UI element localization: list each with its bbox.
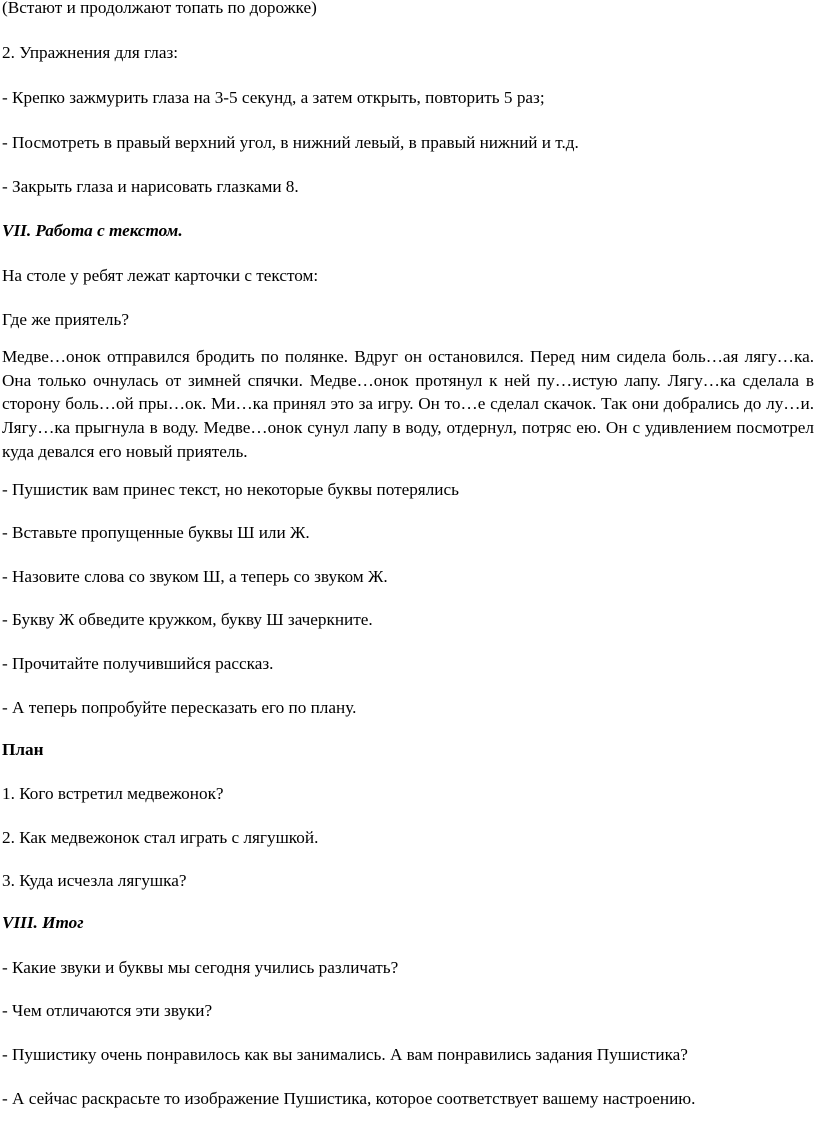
eye-exercises-heading: 2. Упражнения для глаз: xyxy=(2,43,179,62)
summary-question: - Пушистику очень понравилось как вы занимались. А вам понравились задания Пушистика? xyxy=(2,1045,688,1064)
eye-exercise-item: - Крепко зажмурить глаза на 3-5 секунд, а затем открыть, повторить 5 раз; xyxy=(2,88,545,107)
cards-intro: На столе у ребят лежат карточки с текстом: xyxy=(2,266,319,285)
task-item: - Прочитайте получившийся рассказ. xyxy=(2,654,274,673)
summary-question: - Чем отличаются эти звуки? xyxy=(2,1001,213,1020)
plan-item: 3. Куда исчезла лягушка? xyxy=(2,871,187,890)
story-title: Где же приятель? xyxy=(2,310,129,329)
section-viii-heading: VIII. Итог xyxy=(2,913,84,932)
task-item: - А теперь попробуйте пересказать его по плану. xyxy=(2,698,357,717)
summary-question: - А сейчас раскрасьте то изображение Пушистика, которое соответствует вашему настроению. xyxy=(2,1089,696,1108)
eye-exercise-item: - Посмотреть в правый верхний угол, в нижний левый, в правый нижний и т.д. xyxy=(2,133,579,152)
section-vii-heading: VII. Работа с текстом. xyxy=(2,221,183,240)
task-item: - Вставьте пропущенные буквы Ш или Ж. xyxy=(2,523,310,542)
story-text: Медве…онок отправился бродить по полянке. Вдруг он остановился. Перед ним сидела боль…ая лягу…ка. Она только очнулась от зимней спячки. Медве…онок протянул к ней пу…истую лапу. Лягу…ка сделала в сторону боль…ой пры…ок. Ми…ка принял это за игру. Он то…е сделал скачок. Так они добрались до лу…и. Лягу…ка прыгнула в воду. Медве…онок сунул лапу в воду, отдернул, потряс ею. Он с удивлением посмотрел куда девался его новый приятель. xyxy=(2,347,814,461)
eye-exercise-item: - Закрыть глаза и нарисовать глазками 8. xyxy=(2,177,299,196)
task-item: - Букву Ж обведите кружком, букву Ш зачеркните. xyxy=(2,610,373,629)
summary-question: - Какие звуки и буквы мы сегодня учились различать? xyxy=(2,958,399,977)
plan-heading: План xyxy=(2,740,44,759)
task-item: - Назовите слова со звуком Ш, а теперь со звуком Ж. xyxy=(2,567,388,586)
task-item: - Пушистик вам принес текст, но некоторые буквы потерялись xyxy=(2,480,459,499)
plan-item: 2. Как медвежонок стал играть с лягушкой. xyxy=(2,828,319,847)
stage-direction: (Встают и продолжают топать по дорожке) xyxy=(2,0,317,17)
plan-item: 1. Кого встретил медвежонок? xyxy=(2,784,224,803)
